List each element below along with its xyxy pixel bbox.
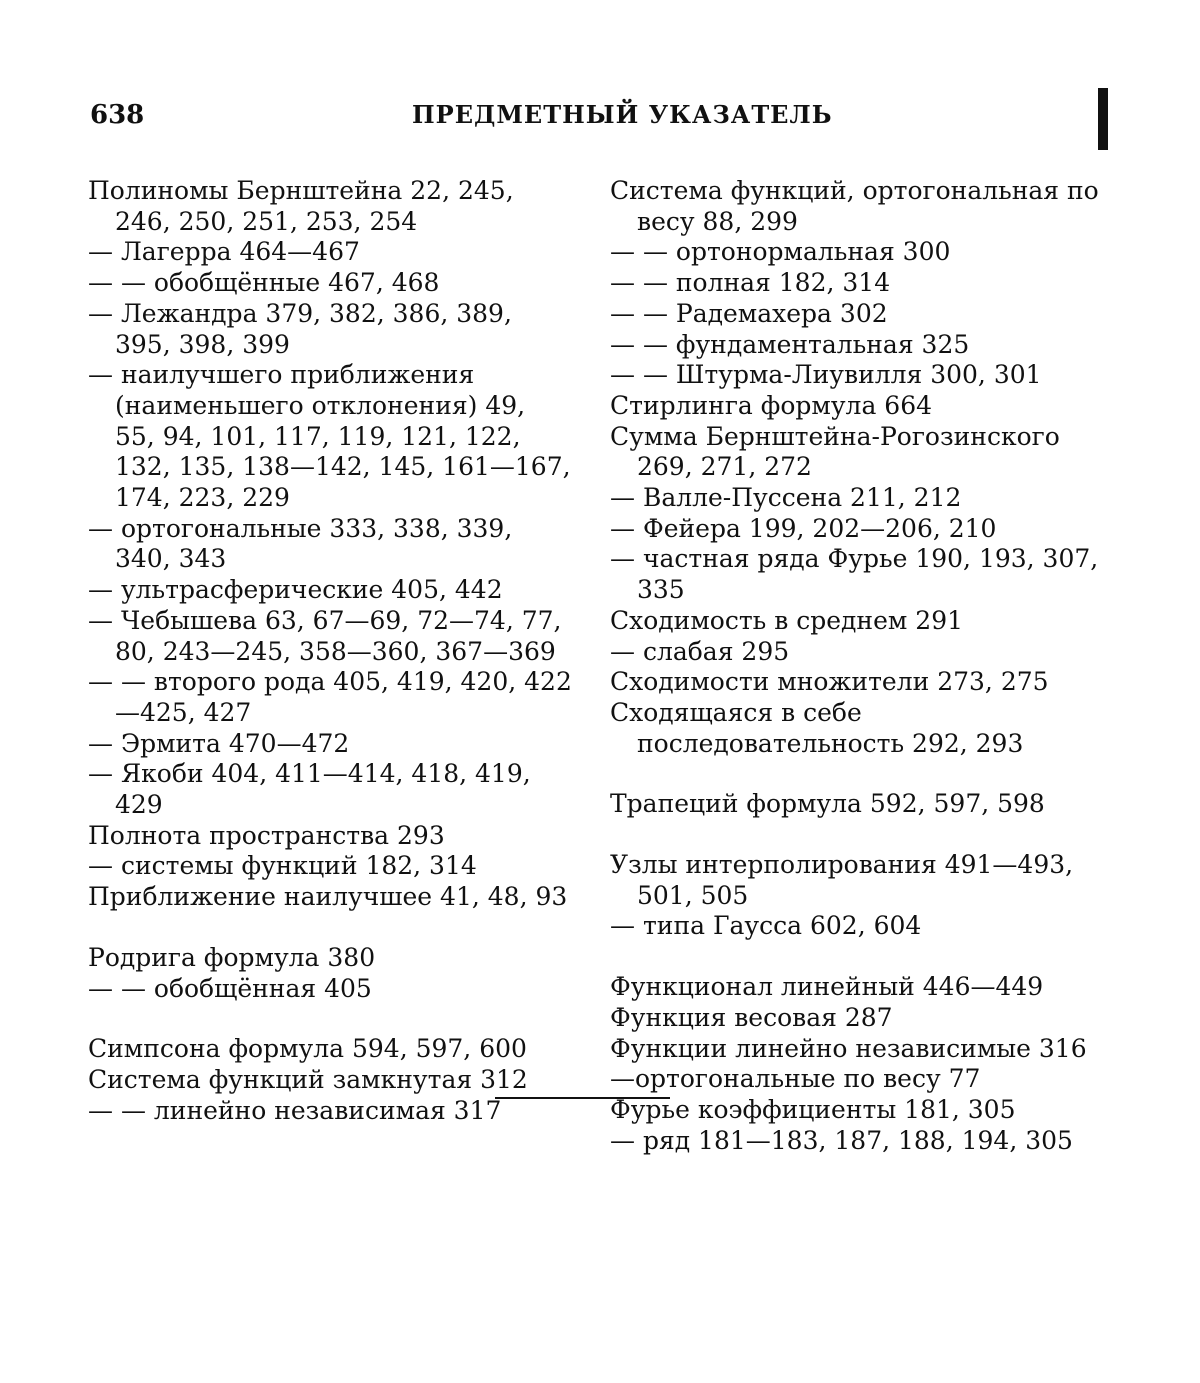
- index-entry: — частная ряда Фурье 190, 193, 307, 335: [610, 544, 1102, 605]
- index-entry: Система функций, ортогональная по весу 88, 299: [610, 176, 1102, 237]
- page-number: 638: [90, 100, 144, 130]
- section-gap: [610, 820, 1102, 850]
- index-entry: — системы функций 182, 314: [88, 851, 572, 882]
- index-entry: — — ортонормальная 300: [610, 237, 1102, 268]
- index-entry: — Лагерра 464—467: [88, 237, 572, 268]
- index-entry: Узлы интерполирования 491—493, 501, 505: [610, 850, 1102, 911]
- index-entry: — Эрмита 470—472: [88, 729, 572, 760]
- page-edge-mark: [1098, 88, 1108, 150]
- index-entry: Стирлинга формула 664: [610, 391, 1102, 422]
- section-gap: [88, 1004, 572, 1034]
- section-gap: [610, 759, 1102, 789]
- index-entry: Сходимости множители 273, 275: [610, 667, 1102, 698]
- index-entry: Родрига формула 380: [88, 943, 572, 974]
- index-entry: — — обобщённые 467, 468: [88, 268, 572, 299]
- index-entry: — — Штурма-Лиувилля 300, 301: [610, 360, 1102, 391]
- index-entry: — Чебышева 63, 67—69, 72—74, 77, 80, 243—245, 358—360, 367—369: [88, 606, 572, 667]
- index-entry: Фурье коэффициенты 181, 305: [610, 1095, 1102, 1126]
- index-entry: Функция весовая 287: [610, 1003, 1102, 1034]
- index-entry: — ортогональные 333, 338, 339, 340, 343: [88, 514, 572, 575]
- index-entry: — слабая 295: [610, 637, 1102, 668]
- index-entry: — ряд 181—183, 187, 188, 194, 305: [610, 1126, 1102, 1157]
- index-entry: — — фундаментальная 325: [610, 330, 1102, 361]
- index-entry: Функционал линейный 446—449: [610, 972, 1102, 1003]
- index-entry: Сходящаяся в себе последовательность 292, 293: [610, 698, 1102, 759]
- index-entry: Полнота пространства 293: [88, 821, 572, 852]
- index-entry: — — полная 182, 314: [610, 268, 1102, 299]
- index-entry: Приближение наилучшее 41, 48, 93: [88, 882, 572, 913]
- index-entry: — Фейера 199, 202—206, 210: [610, 514, 1102, 545]
- index-entry: Сходимость в среднем 291: [610, 606, 1102, 637]
- index-entry: Трапеций формула 592, 597, 598: [610, 789, 1102, 820]
- running-title: ПРЕДМЕТНЫЙ УКАЗАТЕЛЬ: [412, 100, 833, 129]
- index-entry: Система функций замкнутая 312: [88, 1065, 572, 1096]
- footer-rule: [495, 1097, 670, 1099]
- index-column-right: [610, 176, 1102, 1156]
- index-entry: — ультрасферические 405, 442: [88, 575, 572, 606]
- index-column-left: [88, 176, 572, 1126]
- index-entry: Полиномы Бернштейна 22, 245, 246, 250, 251, 253, 254: [88, 176, 572, 237]
- section-gap: [610, 942, 1102, 972]
- index-entry: — Лежандра 379, 382, 386, 389, 395, 398, 399: [88, 299, 572, 360]
- index-entry: — — Радемахера 302: [610, 299, 1102, 330]
- index-entry: — Якоби 404, 411—414, 418, 419, 429: [88, 759, 572, 820]
- index-entry: — наилучшего приближения (наименьшего отклонения) 49, 55, 94, 101, 117, 119, 121, 122, 132, 135, 138—142, 145, 161—167, 174, 223, 229: [88, 360, 572, 514]
- index-entry: — Валле-Пуссена 211, 212: [610, 483, 1102, 514]
- index-entry: Функции линейно независимые 316: [610, 1034, 1102, 1065]
- index-entry: — — обобщённая 405: [88, 974, 572, 1005]
- section-gap: [88, 913, 572, 943]
- page-header: [90, 100, 1100, 140]
- index-entry: — — второго рода 405, 419, 420, 422—425, 427: [88, 667, 572, 728]
- index-entry: —ортогональные по весу 77: [610, 1064, 1102, 1095]
- index-entry: Сумма Бернштейна-Рогозинского 269, 271, 272: [610, 422, 1102, 483]
- index-entry: — типа Гаусса 602, 604: [610, 911, 1102, 942]
- index-entry: Симпсона формула 594, 597, 600: [88, 1034, 572, 1065]
- index-entry: — — линейно независимая 317: [88, 1096, 572, 1127]
